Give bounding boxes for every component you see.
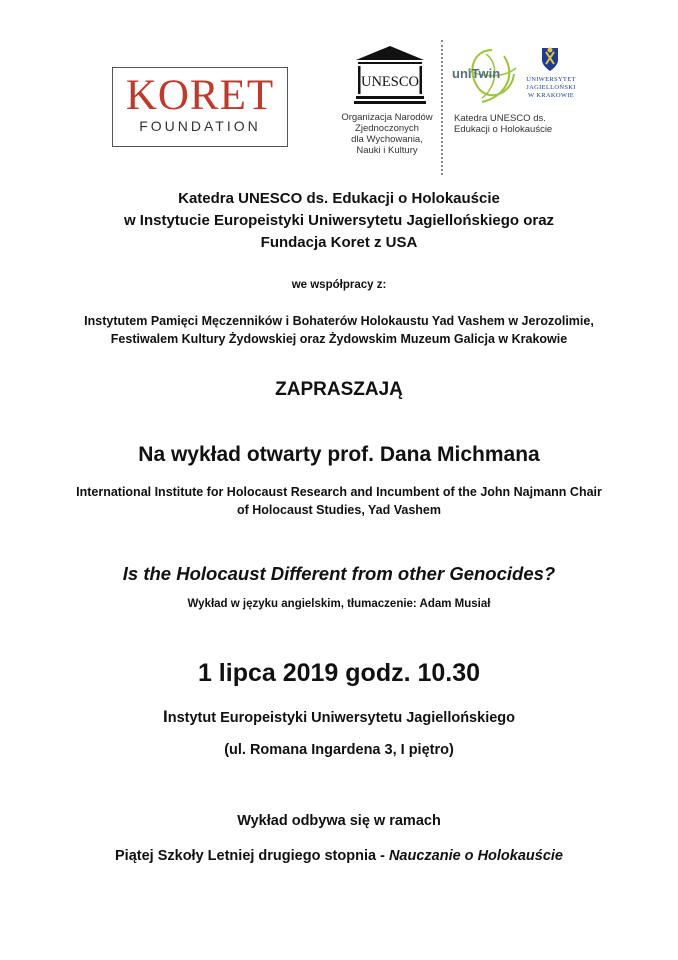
- framework-course: Nauczanie o Holokauście: [388, 848, 563, 864]
- framework-line-2: [0, 848, 678, 864]
- invite-heading: ZAPRASZAJĄ: [275, 379, 403, 400]
- uj-caption-line: JAGIELLOŃSKI: [526, 84, 576, 91]
- framework-line-1: Wykład odbywa się w ramach: [237, 813, 441, 829]
- unesco-caption-line: dla Wychowania,: [351, 134, 423, 145]
- organizer-line: Katedra UNESCO ds. Edukacji o Holokauście: [178, 190, 500, 207]
- koret-foundation-logo: [112, 67, 288, 147]
- cooperation-label: we współpracy z:: [291, 279, 387, 291]
- unitwin-caption-line: Katedra UNESCO ds.: [454, 113, 546, 124]
- unesco-caption-line: Nauki i Kultury: [356, 145, 418, 156]
- affiliation-line: International Institute for Holocaust Research and Incumbent of the John Najmann Chair: [76, 485, 602, 499]
- koret-logo-word: KORET: [125, 72, 275, 119]
- event-date: 1 lipca 2019 godz. 10.30: [197, 659, 481, 687]
- unesco-caption-line: Zjednoczonych: [355, 123, 419, 134]
- speaker-affiliation: [0, 483, 678, 519]
- organizers-block: [0, 188, 678, 254]
- partners-block: [0, 312, 678, 348]
- venue-name: [0, 707, 678, 727]
- lecture-topic: Is the Holocaust Different from other Genocides?: [122, 563, 556, 584]
- organizer-line: Fundacja Koret z USA: [260, 234, 418, 251]
- venue-address: (ul. Romana Ingardena 3, I piętro): [224, 742, 454, 758]
- framework-program: Piątej Szkoły Letniej drugiego stopnia -: [115, 848, 389, 864]
- partner-line: Festiwalem Kultury Żydowskiej oraz Żydowskim Muzeum Galicja w Krakowie: [110, 332, 568, 346]
- venue-rest: nstytut Europeistyki Uniwersytetu Jagiellońskiego: [167, 710, 515, 726]
- unesco-logo-word: UNESCO: [360, 74, 420, 90]
- uj-caption-line: W KRAKOWIE: [527, 92, 575, 99]
- unesco-caption: [325, 112, 449, 156]
- unitwin-caption: [454, 113, 552, 135]
- koret-logo-subtitle: FOUNDATION: [139, 118, 261, 134]
- unesco-caption-line: Organizacja Narodów: [341, 112, 433, 123]
- lecture-title: Na wykład otwarty prof. Dana Michmana: [138, 443, 540, 466]
- language-note: Wykład w języku angielskim, tłumaczenie: Adam Musiał: [187, 598, 491, 610]
- uj-caption-line: UNIWERSYTET: [526, 76, 576, 83]
- unitwin-caption-line: Edukacji o Holokauście: [454, 124, 553, 135]
- organizer-line: w Instytucie Europeistyki Uniwersytetu Jagiellońskiego oraz: [123, 212, 555, 229]
- uj-caption: [521, 76, 581, 100]
- affiliation-line: of Holocaust Studies, Yad Vashem: [237, 503, 441, 517]
- uj-crest-icon: [540, 46, 560, 72]
- unitwin-logo-word: uniTwin: [452, 66, 501, 81]
- logo-divider: [441, 40, 443, 175]
- venue-initial: I: [162, 707, 168, 726]
- partner-line: Instytutem Pamięci Męczenników i Bohaterów Holokaustu Yad Vashem w Jerozolimie,: [84, 314, 594, 328]
- unesco-temple-logo: [354, 44, 426, 108]
